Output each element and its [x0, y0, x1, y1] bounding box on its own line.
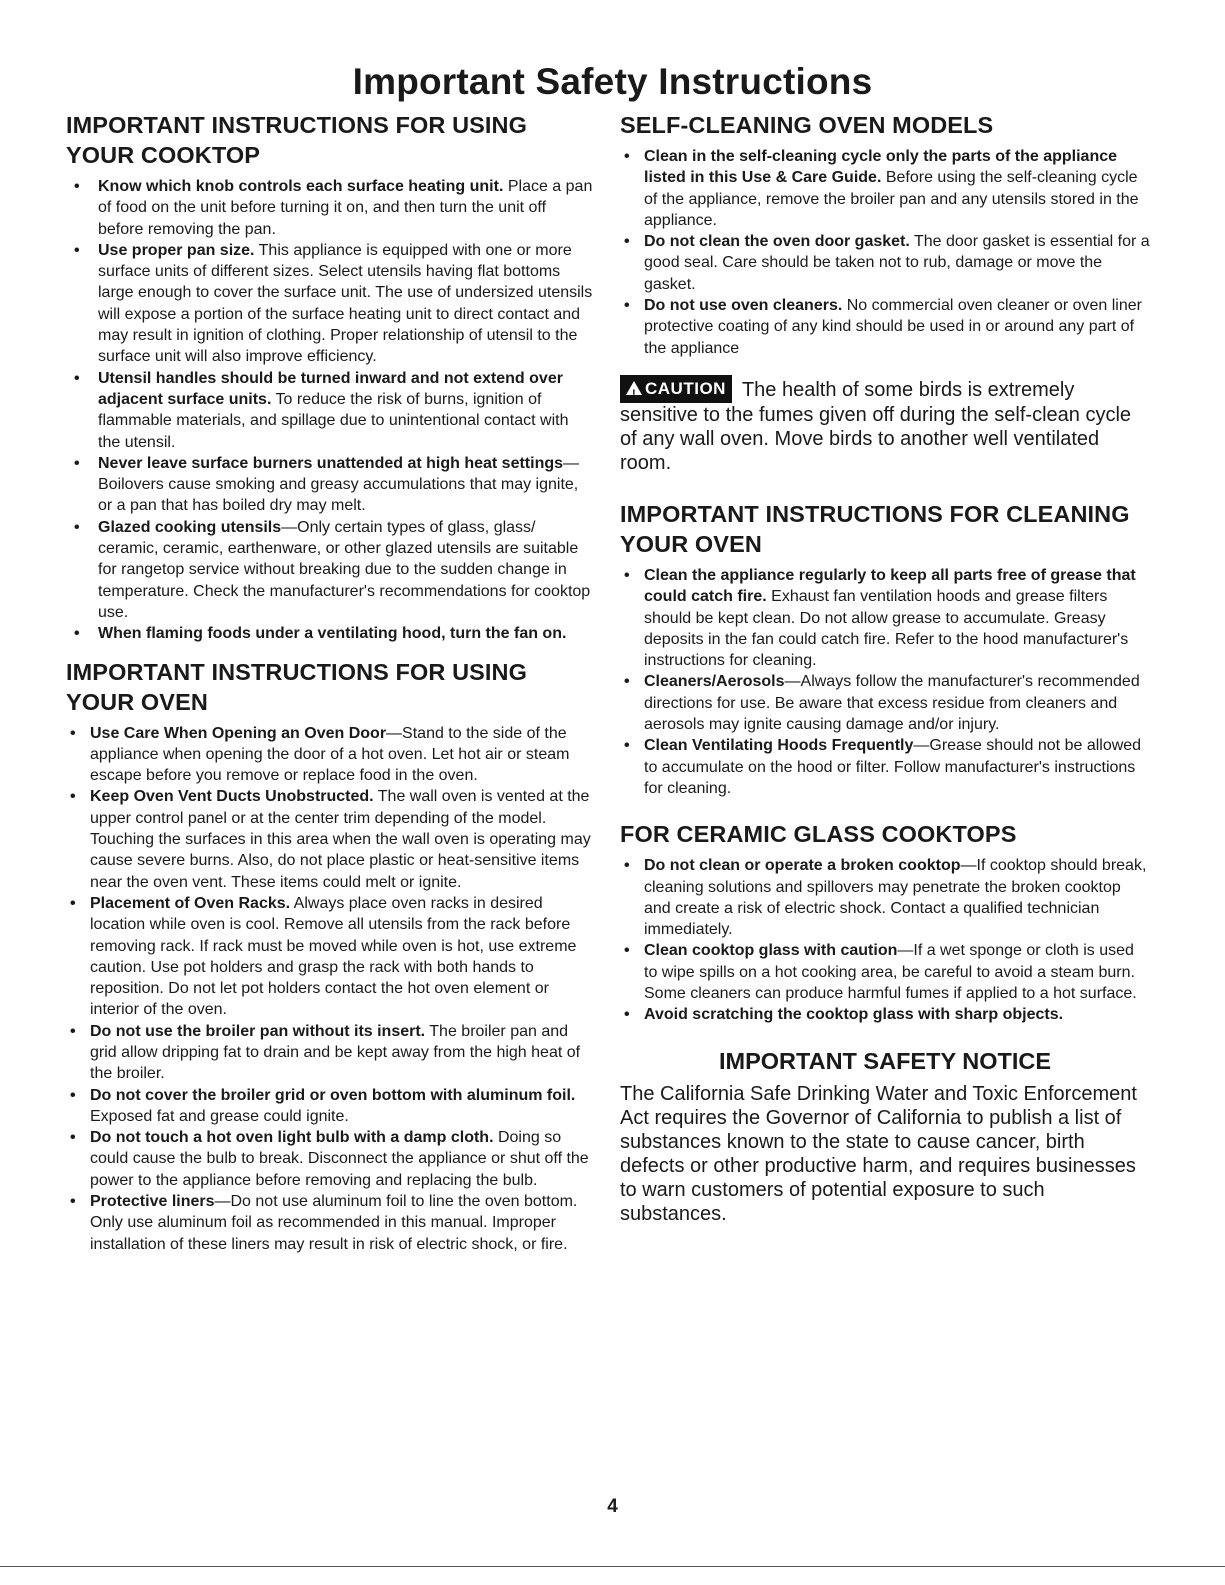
list-item	[66, 1127, 594, 1191]
list-item	[66, 176, 594, 240]
item-lead: Clean Ventilating Hoods Frequently	[644, 737, 914, 755]
caution-block	[620, 375, 1150, 475]
section-ceramic	[620, 819, 1150, 1025]
item-lead: Placement of Oven Racks.	[90, 894, 291, 912]
item-text: Exhaust fan ventilation hoods and grease filters should be kept clean. Do not allow grease to accumulate. Greasy deposits in the fan could catch fire. Refer to the hood manufacturer's instructions for cleaning.	[644, 588, 1129, 670]
item-text: —Only certain types of glass, glass/ ceramic, ceramic, earthenware, or other glazed utensils are suitable for rangetop service without breaking due to the sudden change in temperature. Check the manufacturer's recommendations for cooktop use.	[98, 518, 591, 621]
list-item	[66, 517, 594, 623]
list-item	[620, 231, 1150, 295]
item-lead: Avoid scratching the cooktop glass with sharp objects.	[644, 1006, 1064, 1024]
section-self-cleaning	[620, 110, 1150, 359]
item-text: —Do not use aluminum foil to line the oven bottom. Only use aluminum foil as recommended in this manual. Improper installation of these liners may result in risk of electric shock, or fire.	[90, 1193, 578, 1253]
item-lead: Use proper pan size.	[98, 241, 255, 259]
item-text: Doing so could cause the bulb to break. Disconnect the appliance or shut off the power to the appliance before removing and replacing the bulb.	[90, 1129, 589, 1189]
item-lead: Do not cover the broiler grid or oven bottom with aluminum foil.	[90, 1086, 576, 1104]
list-item	[66, 1021, 594, 1085]
item-text: Exposed fat and grease could ignite.	[90, 1107, 349, 1125]
item-lead: Clean in the self-cleaning cycle only the parts of the appliance listed in this Use & Care Guide.	[644, 148, 1118, 187]
section-heading: SELF-CLEANING OVEN MODELS	[620, 112, 994, 138]
item-lead: Do not clean or operate a broken cooktop	[644, 857, 961, 875]
list-item	[66, 368, 594, 453]
item-text: The wall oven is vented at the upper control panel or at the center trim depending of the model. Touching the surfaces in this area when the wall oven is operating may cause severe burns. Also, do not place plastic or heat-sensitive items near the oven vent. These items could melt or ignite.	[90, 788, 591, 891]
section-heading: IMPORTANT INSTRUCTIONS FOR USING YOUR COOKTOP	[66, 112, 528, 168]
section-oven	[66, 657, 594, 1255]
item-lead: Do not clean the oven door gasket.	[644, 233, 910, 251]
item-lead: Cleaners/Aerosols	[644, 673, 785, 691]
section-safety-notice	[620, 1046, 1150, 1226]
item-lead: Utensil handles should be turned inward and not extend over adjacent surface units.	[98, 369, 563, 408]
left-column	[66, 110, 594, 1255]
list-item	[66, 723, 594, 787]
page-number: 4	[607, 1496, 618, 1517]
item-text: The broiler pan and grid allow dripping fat to drain and be kept away from the high heat of the broiler.	[90, 1022, 581, 1083]
list-item	[620, 565, 1150, 671]
bullet-list	[620, 146, 1150, 359]
list-item	[620, 855, 1150, 940]
list-item	[66, 1191, 594, 1255]
bullet-list	[66, 723, 594, 1255]
section-cleaning	[620, 499, 1150, 799]
item-lead: Clean the appliance regularly to keep all parts free of grease that could catch fire.	[644, 566, 1136, 606]
item-text: No commercial oven cleaner or oven liner protective coating of any kind should be used in or around any part of the appliance	[644, 297, 1142, 357]
item-lead: Never leave surface burners unattended at high heat settings	[98, 454, 564, 472]
section-heading: IMPORTANT INSTRUCTIONS FOR USING YOUR OVEN	[66, 658, 528, 715]
bullet-list	[620, 565, 1150, 799]
list-item	[620, 671, 1150, 735]
item-text: —If a wet sponge or cloth is used to wipe spills on a hot cooking area, be careful to avoid a steam burn. Some cleaners can produce harmful fumes if applied to a hot surface.	[644, 942, 1137, 1003]
item-text: The door gasket is essential for a good seal. Care should be taken not to rub, damage or move the gasket.	[644, 233, 1150, 293]
item-lead: Know which knob controls each surface heating unit.	[98, 178, 504, 195]
list-item	[66, 623, 594, 644]
caution-text: The health of some birds is extremely sensitive to the fumes given off during the self-clean cycle of any wall oven. Move birds to another well ventilated room.	[620, 378, 1132, 474]
item-text: Always place oven racks in desired location while oven is cool. Remove all utensils from the rack before removing rack. If rack must be moved while oven is hot, use extreme caution. Use pot holders and grasp the rack with both hands to reposition. Do not let pot holders contact the hot oven element or interior of the oven.	[90, 894, 577, 1019]
item-lead: Do not touch a hot oven light bulb with a damp cloth.	[90, 1129, 494, 1147]
bullet-list	[620, 855, 1150, 1025]
warning-triangle-icon	[626, 381, 642, 395]
item-text: —Boilovers cause smoking and greasy accumulations that may ignite, or a pan that has boiled dry may melt.	[98, 454, 580, 515]
item-lead: Protective liners	[90, 1193, 215, 1211]
list-item	[620, 735, 1150, 799]
list-item	[66, 453, 594, 517]
list-item	[66, 893, 594, 1021]
bottom-rule	[0, 1566, 1225, 1567]
item-lead: Do not use the broiler pan without its insert.	[90, 1022, 426, 1040]
item-lead: When flaming foods under a ventilating hood, turn the fan on.	[98, 625, 567, 643]
notice-text: The California Safe Drinking Water and Toxic Enforcement Act requires the Governor of California to publish a list of substances known to the state to cause cancer, birth defects or other productive harm, and requires businesses to warn customers of potential exposure to such substances.	[620, 1082, 1137, 1225]
item-lead: Glazed cooking utensils	[98, 518, 282, 536]
right-column	[620, 110, 1150, 1226]
list-item	[66, 240, 594, 368]
item-lead: Do not use oven cleaners.	[644, 297, 843, 315]
item-text: —Stand to the side of the appliance when opening the door of a hot oven. Let hot air or steam escape before you remove or replace food in the oven.	[90, 724, 570, 785]
list-item	[66, 1085, 594, 1128]
list-item	[620, 940, 1150, 1004]
item-text: —Always follow the manufacturer's recommended directions for use. Be aware that excess residue from cleaners and aerosols may ignite causing damage and/or injury.	[644, 673, 1140, 734]
list-item	[620, 295, 1150, 359]
list-item	[66, 786, 594, 892]
caution-label: CAUTION	[645, 378, 726, 398]
item-text: Before using the self-cleaning cycle of the appliance, remove the broiler pan and any utensils stored in the appliance.	[644, 169, 1139, 229]
item-text: —Grease should not be allowed to accumulate on the hood or filter. Follow manufacturer's instructions for cleaning.	[644, 737, 1142, 797]
caution-badge	[620, 375, 732, 403]
page-title: Important Safety Instructions	[352, 61, 873, 102]
list-item	[620, 1004, 1150, 1025]
list-item	[620, 146, 1150, 231]
item-text: This appliance is equipped with one or more surface units of different sizes. Select utensils having flat bottoms large enough to cover the surface unit. The use of undersized utensils will expose a portion of the surface heating unit to direct contact and may result in ignition of clothing. Proper relationship of utensil to the surface unit will also improve efficiency.	[98, 241, 593, 366]
section-heading: FOR CERAMIC GLASS COOKTOPS	[620, 821, 1017, 848]
section-heading: IMPORTANT INSTRUCTIONS FOR CLEANING YOUR OVEN	[620, 500, 1130, 557]
item-text: —If cooktop should break, cleaning solutions and spillovers may penetrate the broken cooktop and create a risk of electric shock. Contact a qualified technician immediately.	[644, 857, 1147, 939]
item-lead: Use Care When Opening an Oven Door	[90, 724, 387, 742]
section-cooktop	[66, 110, 594, 645]
item-lead: Clean cooktop glass with caution	[644, 942, 898, 960]
item-text: To reduce the risk of burns, ignition of flammable materials, and spillage due to unintentional contact with the utensil.	[98, 390, 569, 451]
bullet-list	[66, 176, 594, 645]
notice-heading: IMPORTANT SAFETY NOTICE	[718, 1047, 1052, 1074]
item-lead: Keep Oven Vent Ducts Unobstructed.	[90, 788, 374, 806]
item-text: Place a pan of food on the unit before turning it on, and then turn the unit off before removing the pan.	[98, 178, 593, 238]
